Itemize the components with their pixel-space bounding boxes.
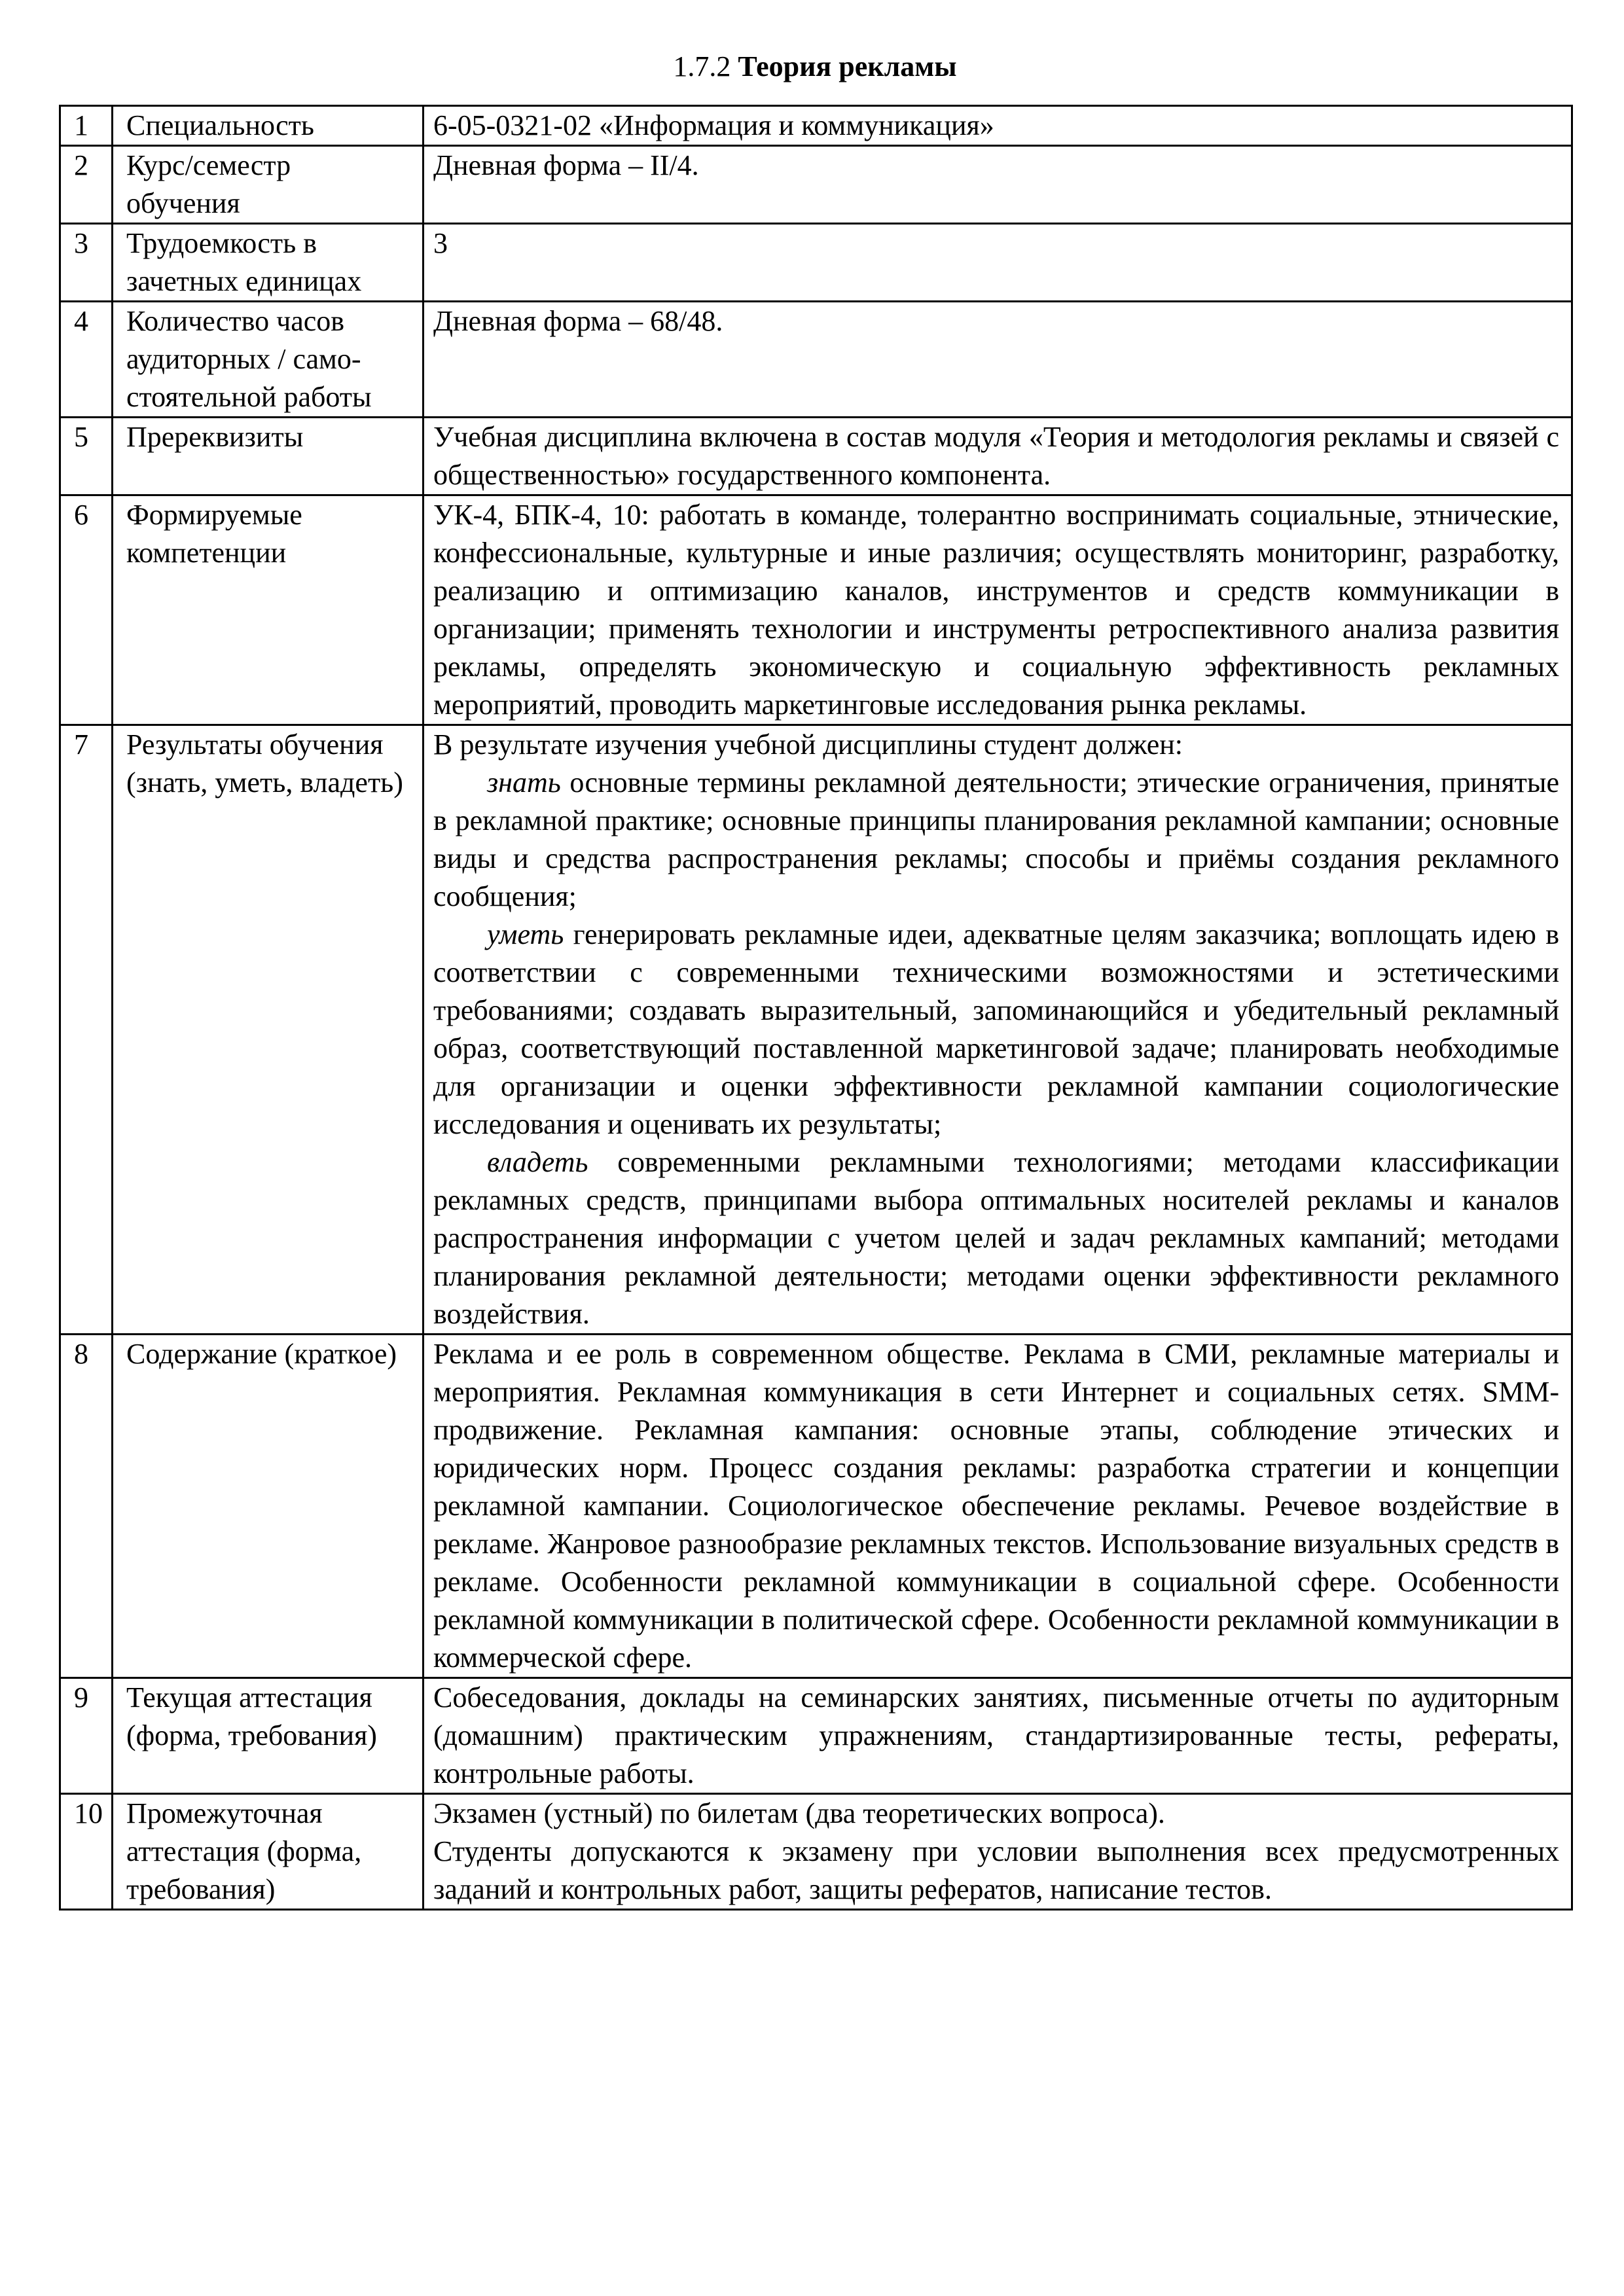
section-number: 1.7.2 [673,50,731,82]
row-label: Формируемые компетенции [113,495,424,725]
row-number: 4 [60,302,113,418]
row-number: 7 [60,725,113,1335]
document-page [59,47,1571,1910]
row-value [424,725,1572,1335]
table-row [60,1794,1572,1910]
row-label: Промежуточная аттестация (форма, требования) [113,1794,424,1910]
row-value [424,106,1572,146]
row-value-text: Собеседования, доклады на семинарских занятиях, письменные отчеты по аудиторным (домашним) практическим упражнениям, стандартизированные тесты, рефераты, контрольные работы. [433,1681,1559,1789]
table-row [60,146,1572,224]
row-value [424,302,1572,418]
row-value-text: Дневная форма – 68/48. [433,305,723,337]
learning-outcomes-intro: В результате изучения учебной дисциплины студент должен: [433,728,1183,761]
row-value-text: Учебная дисциплина включена в состав модуля «Теория и методология рекламы и связей с общественностью» государственного компонента. [433,421,1559,491]
row-value [424,1794,1572,1910]
table-row [60,418,1572,495]
row-value [424,1335,1572,1678]
outcome-own [433,1143,1559,1333]
row-value-text: 6-05-0321-02 «Информация и коммуникация» [433,109,994,141]
table-row [60,1678,1572,1794]
section-name: Теория рекламы [738,50,957,82]
table-row [60,224,1572,302]
table-row [60,106,1572,146]
row-number: 2 [60,146,113,224]
row-label: Пререквизиты [113,418,424,495]
row-label: Текущая аттестация (форма, требования) [113,1678,424,1794]
row-value [424,1678,1572,1794]
exam-requirements-text: Студенты допускаются к экзамену при условии выполнения всех предусмотренных заданий и контрольных работ, защиты рефератов, написание тестов. [433,1835,1559,1905]
row-label: Содержание (краткое) [113,1335,424,1678]
row-number: 6 [60,495,113,725]
row-label: Трудоемкость в зачетных единицах [113,224,424,302]
row-value-text: УК-4, БПК-4, 10: работать в команде, толерантно воспринимать социальные, этнические, конфессиональные, культурные и иные различия; осуществлять мониторинг, разработку, реализацию и оптимизацию каналов, инструментов и средств коммуникации в организации; применять технологии и инструменты ретроспективного анализа развития рекламы, определять экономическую и социальную эффективность рекламных мероприятий, проводить маркетинговые исследования рынка рекламы. [433,499,1559,721]
row-number: 9 [60,1678,113,1794]
exam-form-text: Экзамен (устный) по билетам (два теоретических вопроса). [433,1797,1165,1829]
row-label: Специальность [113,106,424,146]
section-title [59,47,1571,105]
row-label: Количество часов аудиторных / само-стоятельной работы [113,302,424,418]
row-value [424,224,1572,302]
outcome-own-text: современными рекламными технологиями; методами классификации рекламных средств, принципами выбора оптимальных носителей рекламы и каналов распространения информации с учетом целей и задач рекламных кампаний; методами планирования рекламной деятельности; методами оценки эффективности рекламного воздействия. [433,1146,1559,1330]
row-label: Результаты обучения (знать, уметь, владеть) [113,725,424,1335]
table-row [60,495,1572,725]
table-row [60,302,1572,418]
outcome-own-term: владеть [487,1146,588,1178]
row-number: 1 [60,106,113,146]
table-row [60,725,1572,1335]
table-row [60,1335,1572,1678]
row-value-text: Дневная форма – II/4. [433,149,699,181]
row-number: 10 [60,1794,113,1910]
outcome-can-term: уметь [487,918,564,950]
outcome-know-text: основные термины рекламной деятельности; этические ограничения, принятые в рекламной практике; основные принципы планирования рекламной кампании; основные виды и средства распространения рекламы; способы и приёмы создания рекламного сообщения; [433,766,1559,912]
row-value [424,495,1572,725]
row-value [424,418,1572,495]
outcome-can-text: генерировать рекламные идеи, адекватные целям заказчика; воплощать идею в соответствии с современными техническими возможностями и эстетическими требованиями; создавать выразительный, запоминающийся и убедительный рекламный образ, соответствующий поставленной маркетинговой задаче; планировать необходимые для организации и оценки эффективности рекламной кампании социологические исследования и оценивать их результаты; [433,918,1559,1140]
course-info-table [59,105,1573,1910]
row-value-text: Реклама и ее роль в современном обществе. Реклама в СМИ, рекламные материалы и мероприятия. Рекламная коммуникация в сети Интернет и социальных сетях. SMM-продвижение. Рекламная кампания: основные этапы, соблюдение этических и юридических норм. Процесс создания рекламы: разработка стратегии и концепции рекламной кампании. Социологическое обеспечение рекламы. Речевое воздействие в рекламе. Жанровое разнообразие рекламных текстов. Использование визуальных средств в рекламе. Особенности рекламной коммуникации в социальной сфере. Особенности рекламной коммуникации в политической сфере. Особенности рекламной коммуникации в коммерческой сфере. [433,1338,1559,1674]
outcome-know [433,764,1559,916]
row-number: 3 [60,224,113,302]
outcome-can [433,916,1559,1143]
row-label: Курс/семестр обучения [113,146,424,224]
row-value-text: 3 [433,227,448,259]
row-number: 8 [60,1335,113,1678]
row-number: 5 [60,418,113,495]
row-value [424,146,1572,224]
outcome-know-term: знать [487,766,561,798]
